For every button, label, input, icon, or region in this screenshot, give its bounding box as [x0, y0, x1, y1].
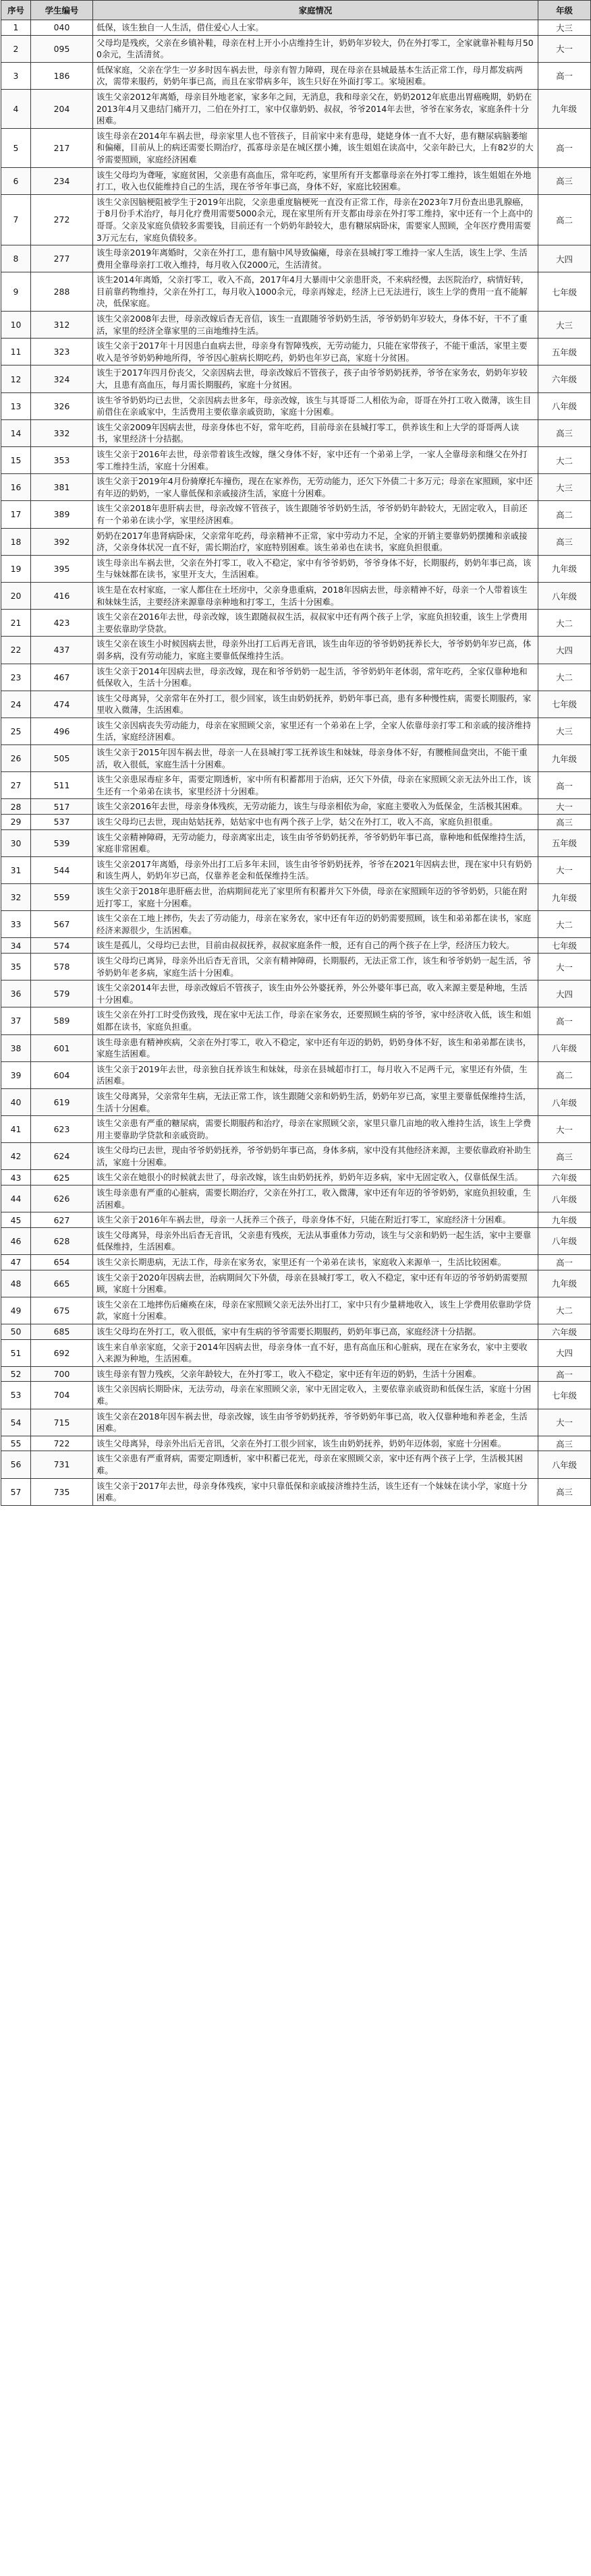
row-index: 12 — [1, 365, 31, 392]
table-row — [1, 1034, 591, 1061]
grade: 九年级 — [538, 884, 591, 911]
grade: 七年级 — [538, 272, 591, 312]
grade: 高三 — [538, 528, 591, 555]
row-index: 20 — [1, 582, 31, 609]
grade: 八年级 — [538, 1227, 591, 1254]
table-row — [1, 610, 591, 637]
family-situation: 该生父亲2009年因病去世，母亲身体也不好，常年吃药，目前母亲在县城打零工，供养该生和上大学的哥哥两人读书，家里经济十分拮据。 — [93, 419, 538, 446]
table-row — [1, 1143, 591, 1170]
row-index: 11 — [1, 339, 31, 365]
table-row — [1, 953, 591, 980]
grade: 高一 — [538, 1007, 591, 1034]
student-code: 496 — [31, 718, 93, 744]
grade: 六年级 — [538, 365, 591, 392]
table-row — [1, 365, 591, 392]
row-index: 34 — [1, 938, 31, 954]
family-situation: 该生父亲于2015年因车祸去世，母亲一人在县城打零工抚养该生和妹妹，母亲身体不好，有腰椎间盘突出，不能干重活，收入很低，家庭生活十分困难。 — [93, 745, 538, 772]
family-situation: 该生父亲长期患病，无法工作，母亲在家务农，家里还有一个弟弟在读书，家庭收入来源单一，生活比较困难。 — [93, 1255, 538, 1270]
table-row — [1, 35, 591, 62]
row-index: 7 — [1, 194, 31, 245]
table-row — [1, 691, 591, 718]
family-situation: 该生父母离异，父亲常年生病，无法正常工作，该生跟随父亲和奶奶生活，奶奶年岁已高，家里主要靠低保维持生活，生活十分困难。 — [93, 1088, 538, 1115]
row-index: 16 — [1, 474, 31, 501]
table-row — [1, 1451, 591, 1478]
table-row — [1, 167, 591, 194]
row-index: 54 — [1, 1409, 31, 1436]
student-code: 324 — [31, 365, 93, 392]
student-code: 623 — [31, 1116, 93, 1143]
grade: 大一 — [538, 1409, 591, 1436]
student-code: 544 — [31, 856, 93, 883]
family-situation: 该生父亲在2016年去世，母亲改嫁，该生跟随叔叔生活，叔叔家中还有两个孩子上学，家庭负担较重，该生上学费用主要依靠助学贷款。 — [93, 610, 538, 637]
student-code: 326 — [31, 392, 93, 419]
family-situation: 该生父亲2016年去世，母亲身体残疾，无劳动能力，该生与母亲相依为命，家庭主要收入为低保金，生活极其困难。 — [93, 799, 538, 815]
grade: 高三 — [538, 1143, 591, 1170]
student-code: 474 — [31, 691, 93, 718]
table-row — [1, 938, 591, 954]
grade: 高二 — [538, 501, 591, 528]
grade: 八年级 — [538, 1088, 591, 1115]
row-index: 21 — [1, 610, 31, 637]
student-code: 731 — [31, 1451, 93, 1478]
family-situation: 该生父亲因病长期卧床，无法劳动，母亲在家照顾父亲，家中无固定收入，主要依靠亲戚资助和低保生活，家庭十分困难。 — [93, 1382, 538, 1409]
family-situation: 该生父亲于2020年因病去世，治病期间欠下外债，母亲在县城打零工，收入不稳定，家中还有年迈的爷爷奶奶需要照顾，家庭十分困难。 — [93, 1270, 538, 1297]
table-row — [1, 1061, 591, 1088]
table-row — [1, 1170, 591, 1185]
row-index: 26 — [1, 745, 31, 772]
grade: 大四 — [538, 637, 591, 664]
grade: 八年级 — [538, 582, 591, 609]
student-code: 579 — [31, 980, 93, 1007]
row-index: 24 — [1, 691, 31, 718]
row-index: 48 — [1, 1270, 31, 1297]
table-row — [1, 856, 591, 883]
table-row — [1, 89, 591, 128]
family-situation: 该生父亲于2016年去世，母亲带着该生改嫁，继父身体不好，家中还有一个弟弟上学，一家人全靠母亲和继父在外打零工维持生活，家庭十分困难。 — [93, 447, 538, 474]
row-index: 57 — [1, 1478, 31, 1505]
family-situation: 该生父亲在该生小时候因病去世，母亲外出打工后再无音讯，该生由年迈的爷爷奶奶抚养长大，爷爷奶奶年岁已高，体弱多病，没有劳动能力，家庭主要靠低保维持生活。 — [93, 637, 538, 664]
family-situation: 该生父母均在外打工，收入很低，家中有生病的爷爷需要长期服药，奶奶年事已高，家庭经济十分拮据。 — [93, 1324, 538, 1340]
student-code: 323 — [31, 339, 93, 365]
row-index: 8 — [1, 245, 31, 272]
student-family-table — [1, 0, 591, 1506]
grade: 大一 — [538, 856, 591, 883]
student-code: 288 — [31, 272, 93, 312]
student-code: 517 — [31, 799, 93, 815]
table-row — [1, 419, 591, 446]
family-situation: 该生父亲于2017年去世，母亲身体残疾，家中只靠低保和亲戚接济维持生活，该生还有一个妹妹在读小学，家庭十分困难。 — [93, 1478, 538, 1505]
grade: 六年级 — [538, 1324, 591, 1340]
table-row — [1, 339, 591, 365]
grade: 七年级 — [538, 938, 591, 954]
table-row — [1, 1297, 591, 1324]
student-code: 559 — [31, 884, 93, 911]
student-code: 505 — [31, 745, 93, 772]
grade: 高三 — [538, 815, 591, 830]
table-row — [1, 799, 591, 815]
student-code: 627 — [31, 1212, 93, 1228]
family-situation: 该生父母离异，父亲常年在外打工，很少回家，该生由奶奶抚养，奶奶年事已高，患有多种慢性病，需要长期服药，家里收入微薄，生活困难。 — [93, 691, 538, 718]
table-row — [1, 829, 591, 856]
family-situation: 该生母亲2019年离婚时，父亲在外打工，患有脑中风导致偏瘫，母亲在县城打零工维持一家人生活，该生上学、生活费用全靠母亲打工收入维持，每月收入仅2000元，生活清贫。 — [93, 245, 538, 272]
student-code: 539 — [31, 829, 93, 856]
student-code: 665 — [31, 1270, 93, 1297]
grade: 大一 — [538, 799, 591, 815]
row-index: 25 — [1, 718, 31, 744]
row-index: 50 — [1, 1324, 31, 1340]
row-index: 38 — [1, 1034, 31, 1061]
family-situation: 该生是孤儿，父母均已去世，目前由叔叔抚养，叔叔家庭条件一般，还有自己的两个孩子在上学，经济压力较大。 — [93, 938, 538, 954]
family-situation: 该生是在农村家庭，一家人都住在土坯房中，父亲身患重病，2018年因病去世，母亲精神不好，母亲一个人带着该生和妹妹生活，主要经济来源靠母亲种地和打零工，生活十分困难。 — [93, 582, 538, 609]
family-situation: 该生父亲2018年患肝病去世，母亲改嫁不管孩子，该生跟随爷爷奶奶生活，爷爷奶奶年龄较大，无固定收入，目前还有一个弟弟在读小学，家里经济困难。 — [93, 501, 538, 528]
row-index: 17 — [1, 501, 31, 528]
row-index: 14 — [1, 419, 31, 446]
table-row — [1, 1324, 591, 1340]
table-row — [1, 884, 591, 911]
family-situation: 该生父母离异，母亲外出后无音讯，父亲在外打工很少回家，该生由奶奶抚养，奶奶年迈体弱，家庭十分困难。 — [93, 1436, 538, 1451]
row-index: 32 — [1, 884, 31, 911]
family-situation-sheet — [1, 0, 590, 1506]
grade: 九年级 — [538, 89, 591, 128]
table-body — [1, 20, 591, 1506]
student-code: 722 — [31, 1436, 93, 1451]
table-row — [1, 1212, 591, 1228]
student-code: 537 — [31, 815, 93, 830]
student-code: 735 — [31, 1478, 93, 1505]
table-row — [1, 312, 591, 339]
row-index: 41 — [1, 1116, 31, 1143]
family-situation: 该生父亲在工地上摔伤，失去了劳动能力，母亲在家务农，家中还有年迈的奶奶需要照顾，该生和弟弟都在读书，家庭经济来源很少，生活困难。 — [93, 911, 538, 938]
table-row — [1, 1185, 591, 1212]
family-situation: 该生父亲2017年离婚，母亲外出打工后多年未回，该生由爷爷奶奶抚养，爷爷在2021年因病去世，现在家中只有奶奶和该生两人，奶奶年岁已高，仅靠养老金和低保维持生活。 — [93, 856, 538, 883]
table-row — [1, 528, 591, 555]
family-situation: 该生父亲于2019年去世，母亲独自抚养该生和妹妹，母亲在县城超市打工，每月收入不足两千元，家里还有外债，生活困难。 — [93, 1061, 538, 1088]
table-row — [1, 815, 591, 830]
grade: 高三 — [538, 419, 591, 446]
student-code: 675 — [31, 1297, 93, 1324]
family-situation: 该生父亲于2014年因病去世，母亲改嫁，现在和爷爷奶奶一起生活，爷爷奶奶年老体弱，常年吃药，全家仅靠种地和低保收入，生活十分困难。 — [93, 664, 538, 691]
family-situation: 该生父亲患有严重的糖尿病，需要长期服药和治疗，母亲在家照顾父亲，家里只靠几亩地的收入维持生活，该生上学费用主要靠助学贷款和亲戚资助。 — [93, 1116, 538, 1143]
row-index: 45 — [1, 1212, 31, 1228]
grade: 大二 — [538, 664, 591, 691]
family-situation: 该生父亲2012年离婚，母亲目外地老家，家多年之间，无消息，我和母亲父在，奶奶2012年底患出胃癌晚期，奶奶在2013年4月又患结门痛开刀，二伯在外打工，家中仅靠奶奶、叔叔，爷爷2014年去世，爷爷在家务农，家庭条件十分困难。 — [93, 89, 538, 128]
table-row — [1, 772, 591, 799]
grade: 五年级 — [538, 339, 591, 365]
table-row — [1, 1088, 591, 1115]
row-index: 46 — [1, 1227, 31, 1254]
family-situation: 父母均是残疾，父亲在乡镇补鞋，母亲在村上开小小店维持生计，奶奶年岁较大，仍在外打零工，全家就靠补鞋每月500余元，生活清贫。 — [93, 35, 538, 62]
table-row — [1, 718, 591, 744]
grade: 大四 — [538, 245, 591, 272]
student-code: 654 — [31, 1255, 93, 1270]
row-index: 30 — [1, 829, 31, 856]
table-row — [1, 20, 591, 36]
row-index: 23 — [1, 664, 31, 691]
student-code: 277 — [31, 245, 93, 272]
table-row — [1, 980, 591, 1007]
row-index: 13 — [1, 392, 31, 419]
row-index: 33 — [1, 911, 31, 938]
student-code: 312 — [31, 312, 93, 339]
row-index: 52 — [1, 1366, 31, 1382]
student-code: 626 — [31, 1185, 93, 1212]
table-row — [1, 62, 591, 89]
row-index: 28 — [1, 799, 31, 815]
student-code: 395 — [31, 555, 93, 582]
grade: 八年级 — [538, 392, 591, 419]
grade: 大三 — [538, 474, 591, 501]
table-row — [1, 194, 591, 245]
row-index: 15 — [1, 447, 31, 474]
grade: 高一 — [538, 1366, 591, 1382]
row-index: 47 — [1, 1255, 31, 1270]
row-index: 35 — [1, 953, 31, 980]
row-index: 6 — [1, 167, 31, 194]
student-code: 624 — [31, 1143, 93, 1170]
family-situation: 该生父亲精神障碍，无劳动能力，母亲离家出走，该生由爷爷奶奶抚养，爷爷奶奶年事已高，靠种地和低保维持生活，家庭非常困难。 — [93, 829, 538, 856]
table-row — [1, 664, 591, 691]
family-situation: 该生父亲于2016年车祸去世，母亲一人抚养三个孩子，母亲身体不好，只能在附近打零工，家庭经济十分困难。 — [93, 1212, 538, 1228]
family-situation: 该生来自单亲家庭，父亲于2014年因病去世，母亲身体一直不好，患有高血压和心脏病，现在在家务农，家中主要收入来源为种地，生活困难。 — [93, 1339, 538, 1366]
family-situation: 奶奶在2017年患肾病卧床，父亲常年吃药，母亲精神不正常，家中劳动力不足，全家的开销主要靠奶奶摆摊和亲戚接济，父亲身体状况一直不好，需长期治疗，家庭特别困难。该生弟弟也在读书，家庭负担很重。 — [93, 528, 538, 555]
family-situation: 该生父母均已离异，母亲外出后杳无音讯，父亲有精神障碍，长期服药，无法正常工作，该生和爷爷奶奶一起生活，爷爷奶奶年老多病，家庭生活十分困难。 — [93, 953, 538, 980]
student-code: 625 — [31, 1170, 93, 1185]
grade: 高三 — [538, 167, 591, 194]
row-index: 4 — [1, 89, 31, 128]
family-situation: 该生父亲在2018年因车祸去世，母亲改嫁，该生由爷爷奶奶抚养，爷爷奶奶年事已高，收入仅靠种地和养老金，生活困难。 — [93, 1409, 538, 1436]
row-index: 56 — [1, 1451, 31, 1478]
family-situation: 该生母亲有智力残疾，父亲年龄较大，在外打零工，收入不稳定，家中还有年迈的奶奶，生活十分困难。 — [93, 1366, 538, 1382]
family-situation: 该生父亲于2019年4月份骑摩托车撞伤，现在在家养伤，无劳动能力，还欠下外债二十多万元；母亲在家照顾，家中还有年迈的奶奶，一家人靠低保和亲戚接济生活，家庭十分困难。 — [93, 474, 538, 501]
row-index: 44 — [1, 1185, 31, 1212]
student-code: 204 — [31, 89, 93, 128]
grade: 六年级 — [538, 1170, 591, 1185]
family-situation: 该生父母均已去世，现由爷爷奶奶抚养，爷爷奶奶年事已高，身体多病，家中没有其他经济来源，主要依靠政府补助生活，家庭十分困难。 — [93, 1143, 538, 1170]
header-family-situation: 家庭情况 — [93, 1, 538, 20]
family-situation: 该生父亲患有严重肾病，需要定期透析，家中积蓄已花光，母亲在家照顾父亲，家中还有两个孩子上学，生活极其困难。 — [93, 1451, 538, 1478]
family-situation: 低保，该生独自一人生活，借住爱心人士家。 — [93, 20, 538, 36]
table-row — [1, 1478, 591, 1505]
table-row — [1, 745, 591, 772]
grade: 九年级 — [538, 555, 591, 582]
student-code: 619 — [31, 1088, 93, 1115]
student-code: 332 — [31, 419, 93, 446]
family-situation: 该生母亲在2014年车祸去世，母亲家里人也不管孩子，目前家中来有患母，姥姥身体一直不大好，患有糖尿病脑萎缩和偏瘫，目前从上的病还需要长期治疗，孤寡母亲是在城区摆小摊，该生姐姐在读高中，父亲年龄已大，上有82岁的大爷需要照顾，家庭经济困难 — [93, 128, 538, 167]
family-situation: 该生父亲于2018年患肝癌去世，治病期间花光了家里所有积蓄并欠下外债，母亲在家照顾年迈的爷爷奶奶，只能在附近打零工，家庭十分困难。 — [93, 884, 538, 911]
student-code: 234 — [31, 167, 93, 194]
grade: 大一 — [538, 35, 591, 62]
grade: 高二 — [538, 1061, 591, 1088]
family-situation: 该生父亲因脑梗阻被学生于2019年出院，父亲患重度脑梗死一直没有正常工作，母亲在2023年7月份查出患乳腺癌，于8月份手术治疗，每月化疗费用需要5000余元，现在家里所有开支都由母亲在外打零工维持，家中还有一个上高中的哥哥。父亲及家庭负债较多需要钱，目前还有一个奶奶年龄较大，患有糖尿病卧床，需要家人照顾，全年医疗费用需要3万元左右，家庭负债较多。 — [93, 194, 538, 245]
table-row — [1, 447, 591, 474]
row-index: 5 — [1, 128, 31, 167]
family-situation: 该生父亲2014年去世，母亲改嫁后不管孩子，该生由外公外婆抚养，外公外婆年事已高，收入来源主要是种地，生活十分困难。 — [93, 980, 538, 1007]
grade: 高一 — [538, 772, 591, 799]
header-index: 序号 — [1, 1, 31, 20]
student-code: 392 — [31, 528, 93, 555]
grade: 五年级 — [538, 829, 591, 856]
table-row — [1, 582, 591, 609]
student-code: 685 — [31, 1324, 93, 1340]
family-situation: 低保家庭，父亲在学生一岁多时因车祸去世，母亲有智力障碍，现在母亲在县城最基本生活正常工作，母月都发病两次，需带来服药，奶奶年事已高，而且在家带病多年，该生只好在外面打零工。家境困难。 — [93, 62, 538, 89]
family-situation: 该生父亲在她很小的时候就去世了，母亲改嫁，该生由奶奶抚养，奶奶年迈多病，家中无固定收入，仅靠低保生活。 — [93, 1170, 538, 1185]
grade: 九年级 — [538, 1270, 591, 1297]
family-situation: 该生于2017年四月份丧父，父亲因病去世，母亲改嫁后不管孩子，孩子由爷爷奶奶抚养，爷爷在家务农，奶奶年岁较大，且患有高血压，每月需长期服药，家庭十分贫困。 — [93, 365, 538, 392]
header-student-code: 学生编号 — [31, 1, 93, 20]
family-situation: 该生父母均为聋哑，家庭贫困，父亲患有高血压，常年吃药，家里所有开支都靠母亲在外打零工维持，该生姐姐在外地打工，收入也仅能维持自己的生活，现在爷爷年事已高，身体不好，家庭比较困难。 — [93, 167, 538, 194]
table-row — [1, 1409, 591, 1436]
table-row — [1, 128, 591, 167]
row-index: 10 — [1, 312, 31, 339]
table-row — [1, 392, 591, 419]
table-row — [1, 555, 591, 582]
grade: 七年级 — [538, 1382, 591, 1409]
table-row — [1, 1270, 591, 1297]
grade: 九年级 — [538, 745, 591, 772]
grade: 大四 — [538, 980, 591, 1007]
student-code: 186 — [31, 62, 93, 89]
student-code: 381 — [31, 474, 93, 501]
student-code: 692 — [31, 1339, 93, 1366]
row-index: 51 — [1, 1339, 31, 1366]
grade: 高二 — [538, 194, 591, 245]
grade: 大三 — [538, 718, 591, 744]
row-index: 39 — [1, 1061, 31, 1088]
table-row — [1, 1366, 591, 1382]
student-code: 467 — [31, 664, 93, 691]
student-code: 511 — [31, 772, 93, 799]
grade: 大二 — [538, 610, 591, 637]
student-code: 437 — [31, 637, 93, 664]
table-row — [1, 501, 591, 528]
family-situation: 该生母亲出车祸去世，父亲在外打零工，收入不稳定，家中有爷爷奶奶，爷爷身体不好，长期服药，奶奶年事已高，该生与妹妹都在读书，家里开支大，生活困难。 — [93, 555, 538, 582]
grade: 八年级 — [538, 1185, 591, 1212]
student-code: 423 — [31, 610, 93, 637]
grade: 八年级 — [538, 1034, 591, 1061]
family-situation: 该生父亲患尿毒症多年，需要定期透析，家中所有积蓄都用于治病，还欠下外债，母亲在家照顾父亲无法外出工作，该生还有一个弟弟在读书，家里经济十分困难。 — [93, 772, 538, 799]
row-index: 27 — [1, 772, 31, 799]
header-grade: 年级 — [538, 1, 591, 20]
family-situation: 该生2014年离婚，父亲打零工，收入不高，2017年4月大暴雨中父亲患肝炎，不来病经慢，去医院治疗，病情好转，目前靠药物维持，父亲在外打工，每月收入1000余元，母亲再嫁走，经济上已无法进行，该生上学的费用一直不能解决，低保家庭。 — [93, 272, 538, 312]
table-row — [1, 1007, 591, 1034]
student-code: 704 — [31, 1382, 93, 1409]
row-index: 49 — [1, 1297, 31, 1324]
student-code: 353 — [31, 447, 93, 474]
row-index: 42 — [1, 1143, 31, 1170]
grade: 大一 — [538, 953, 591, 980]
row-index: 55 — [1, 1436, 31, 1451]
grade: 九年级 — [538, 1212, 591, 1228]
row-index: 53 — [1, 1382, 31, 1409]
family-situation: 该生母亲患有精神疾病，父亲在外打零工，收入不稳定，家中还有年迈的奶奶，奶奶身体不好，该生和弟弟都在读书，家庭生活困难。 — [93, 1034, 538, 1061]
student-code: 589 — [31, 1007, 93, 1034]
family-situation: 该生父亲于2017年十月因患白血病去世，母亲身有智障残疾，无劳动能力，只能在家带孩子，不能干重活，家里主要收入是爷爷奶奶种地所得，爷爷因心脏病长期吃药，奶奶也年岁已高，家庭十分贫困。 — [93, 339, 538, 365]
row-index: 18 — [1, 528, 31, 555]
grade: 大一 — [538, 1116, 591, 1143]
grade: 七年级 — [538, 691, 591, 718]
row-index: 29 — [1, 815, 31, 830]
family-situation: 该生父亲在工地摔伤后瘫痪在床，母亲在家照顾父亲无法外出打工，家中只有少量耕地收入，该生上学费用依靠助学贷款，家庭十分困难。 — [93, 1297, 538, 1324]
grade: 大四 — [538, 1339, 591, 1366]
student-code: 217 — [31, 128, 93, 167]
grade: 大二 — [538, 911, 591, 938]
table-row — [1, 1382, 591, 1409]
grade: 高三 — [538, 1436, 591, 1451]
grade: 高三 — [538, 1478, 591, 1505]
student-code: 601 — [31, 1034, 93, 1061]
family-situation: 该生父母均已去世，现由姑姑抚养，姑姑家中也有两个孩子上学，姑父在外打工，收入不高，家庭负担很重。 — [93, 815, 538, 830]
table-row — [1, 474, 591, 501]
student-code: 578 — [31, 953, 93, 980]
grade: 大二 — [538, 447, 591, 474]
student-code: 389 — [31, 501, 93, 528]
row-index: 1 — [1, 20, 31, 36]
row-index: 2 — [1, 35, 31, 62]
row-index: 31 — [1, 856, 31, 883]
table-row — [1, 637, 591, 664]
row-index: 40 — [1, 1088, 31, 1115]
grade: 大三 — [538, 312, 591, 339]
grade: 高一 — [538, 62, 591, 89]
family-situation: 该生父亲2008年去世，母亲改嫁后杳无音信，该生一直跟随爷爷奶奶生活，爷爷奶奶年岁较大，身体不好，干不了重活，家里的经济全靠家里的三亩地维持生活。 — [93, 312, 538, 339]
row-index: 19 — [1, 555, 31, 582]
row-index: 22 — [1, 637, 31, 664]
table-row — [1, 245, 591, 272]
row-index: 9 — [1, 272, 31, 312]
student-code: 715 — [31, 1409, 93, 1436]
family-situation: 该生父母离异，母亲外出后杳无音讯，父亲患有残疾，无法从事重体力劳动，该生与父亲和奶奶一起生活，家中主要靠低保维持，生活困难。 — [93, 1227, 538, 1254]
student-code: 604 — [31, 1061, 93, 1088]
student-code: 416 — [31, 582, 93, 609]
table-row — [1, 1227, 591, 1254]
table-row — [1, 1255, 591, 1270]
family-situation: 该生父亲因病丧失劳动能力，母亲在家照顾父亲，家里还有一个弟弟在上学，全家人依靠母亲打零工和亲戚的接济维持生活，家庭经济困难。 — [93, 718, 538, 744]
table-row — [1, 1436, 591, 1451]
student-code: 628 — [31, 1227, 93, 1254]
family-situation: 该生爷爷奶奶均已去世，父亲因病去世多年，母亲改嫁，该生与其哥哥二人相依为命，哥哥在外打工收入微薄，该生目前借住在亲戚家中，生活费用主要依靠亲戚资助，家庭十分困难。 — [93, 392, 538, 419]
row-index: 43 — [1, 1170, 31, 1185]
grade: 高一 — [538, 1255, 591, 1270]
family-situation: 该生母亲患有严重的心脏病，需要长期治疗，父亲在外打工，收入微薄，家中还有年迈的爷爷奶奶，家庭负担较重，生活困难。 — [93, 1185, 538, 1212]
student-code: 272 — [31, 194, 93, 245]
student-code: 040 — [31, 20, 93, 36]
student-code: 095 — [31, 35, 93, 62]
row-index: 37 — [1, 1007, 31, 1034]
family-situation: 该生父亲在外打工时受伤致残，现在家中无法工作，母亲在家务农，还要照顾生病的爷爷，家中经济收入低，该生和姐姐都在读书，家庭负担重。 — [93, 1007, 538, 1034]
table-row — [1, 911, 591, 938]
row-index: 3 — [1, 62, 31, 89]
grade: 大二 — [538, 1297, 591, 1324]
table-header-row — [1, 1, 591, 20]
table-row — [1, 272, 591, 312]
grade: 八年级 — [538, 1451, 591, 1478]
grade: 大三 — [538, 20, 591, 36]
grade: 高一 — [538, 128, 591, 167]
row-index: 36 — [1, 980, 31, 1007]
student-code: 567 — [31, 911, 93, 938]
student-code: 700 — [31, 1366, 93, 1382]
table-row — [1, 1116, 591, 1143]
student-code: 574 — [31, 938, 93, 954]
table-row — [1, 1339, 591, 1366]
